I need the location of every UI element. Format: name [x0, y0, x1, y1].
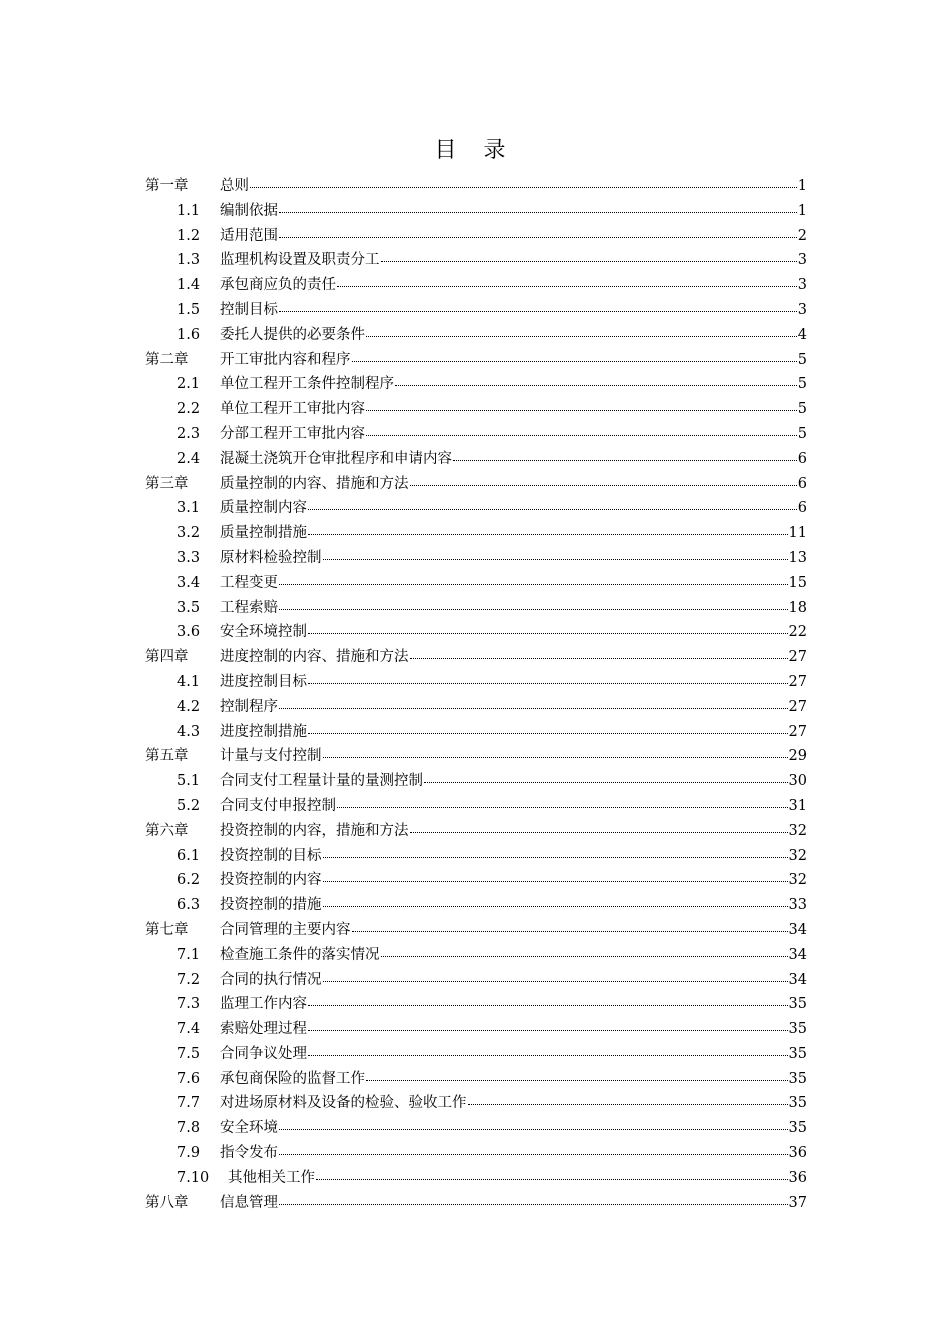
toc-dot-leader	[279, 211, 797, 213]
toc-entry-number: 第三章	[145, 475, 189, 492]
toc-entry-title: 其他相关工作	[228, 1169, 315, 1186]
toc-page-number: 32	[788, 847, 807, 864]
toc-dot-leader	[323, 980, 788, 982]
toc-page-number: 13	[788, 549, 807, 566]
toc-dot-leader	[381, 955, 788, 957]
toc-section-entry[interactable]	[145, 769, 807, 794]
toc-page-number: 1	[797, 202, 807, 219]
toc-section-entry[interactable]	[145, 1166, 807, 1191]
toc-dot-leader	[323, 756, 788, 758]
toc-entry-number: 6.3	[177, 897, 201, 914]
toc-entry-title: 开工审批内容和程序	[220, 351, 351, 368]
toc-entry-number: 6.2	[177, 872, 201, 889]
toc-section-entry[interactable]	[145, 496, 807, 521]
toc-page-number: 27	[788, 673, 807, 690]
toc-entry-line	[220, 397, 807, 422]
toc-entry-title: 监理工作内容	[220, 996, 307, 1013]
toc-page-number: 35	[788, 996, 807, 1013]
toc-section-entry[interactable]	[145, 199, 807, 224]
toc-section-entry[interactable]	[145, 248, 807, 273]
toc-dot-leader	[308, 732, 788, 734]
toc-dot-leader	[323, 880, 788, 882]
toc-entry-number: 第一章	[145, 178, 189, 194]
toc-entry-title: 承包商保险的监督工作	[220, 1070, 365, 1087]
toc-section-entry[interactable]	[145, 1141, 807, 1166]
toc-entry-line	[220, 248, 807, 273]
toc-section-entry[interactable]	[145, 571, 807, 596]
toc-page-number: 29	[788, 748, 807, 765]
toc-entry-title: 合同管理的主要内容	[220, 921, 351, 938]
toc-section-entry[interactable]	[145, 323, 807, 348]
toc-entry-line	[220, 992, 807, 1017]
toc-entry-title: 合同支付申报控制	[220, 797, 336, 814]
toc-entry-line	[220, 645, 807, 670]
toc-section-entry[interactable]	[145, 298, 807, 323]
toc-chapter-entry[interactable]	[145, 1191, 807, 1216]
toc-entry-number: 第二章	[145, 351, 189, 368]
toc-page-number: 18	[788, 599, 807, 616]
toc-dot-leader	[279, 1203, 788, 1205]
toc-entry-line	[220, 744, 807, 769]
toc-page-number: 4	[797, 326, 807, 343]
toc-entry-line	[220, 844, 807, 869]
toc-chapter-entry[interactable]	[145, 645, 807, 670]
toc-dot-leader	[279, 608, 788, 610]
toc-dot-leader	[279, 310, 797, 312]
toc-page-number: 5	[797, 401, 807, 418]
toc-page-number: 15	[788, 574, 807, 591]
toc-entry-title: 工程变更	[220, 574, 278, 591]
toc-dot-leader	[395, 384, 797, 386]
toc-entry-line	[220, 794, 807, 819]
toc-entry-number: 7.9	[177, 1145, 201, 1162]
toc-entry-line	[220, 348, 807, 373]
toc-dot-leader	[308, 632, 788, 634]
toc-entry-title: 进度控制措施	[220, 723, 307, 740]
toc-entry-number: 3.5	[177, 599, 201, 616]
toc-dot-leader	[352, 930, 788, 932]
toc-entry-number: 7.5	[177, 1045, 201, 1062]
toc-section-entry[interactable]	[145, 844, 807, 869]
toc-entry-line	[220, 720, 807, 745]
toc-page-number: 6	[797, 475, 807, 492]
toc-entry-number: 2.3	[177, 425, 201, 442]
toc-entry-title: 编制依据	[220, 202, 278, 219]
toc-section-entry[interactable]	[145, 968, 807, 993]
toc-entry-number: 第五章	[145, 748, 189, 765]
toc-dot-leader	[381, 260, 797, 262]
toc-entry-number: 7.8	[177, 1120, 201, 1137]
toc-dot-leader	[424, 781, 788, 783]
toc-dot-leader	[323, 856, 788, 858]
toc-page-number: 35	[788, 1070, 807, 1087]
toc-page-number: 1	[797, 178, 807, 194]
toc-section-entry[interactable]	[145, 372, 807, 397]
toc-entry-number: 4.2	[177, 698, 201, 715]
toc-section-entry[interactable]	[145, 397, 807, 422]
toc-page-number: 37	[788, 1194, 807, 1211]
toc-entry-number: 3.6	[177, 624, 201, 641]
toc-entry-title: 适用范围	[220, 227, 278, 244]
toc-section-entry[interactable]	[145, 868, 807, 893]
toc-page-number: 35	[788, 1021, 807, 1038]
toc-entry-title: 混凝土浇筑开仓审批程序和申请内容	[220, 450, 452, 467]
toc-dot-leader	[453, 459, 797, 461]
toc-dot-leader	[279, 1128, 788, 1130]
toc-entry-line	[220, 199, 807, 224]
toc-entry-number: 3.1	[177, 500, 201, 517]
toc-dot-leader	[410, 657, 788, 659]
toc-entry-line	[220, 596, 807, 621]
toc-dot-leader	[308, 1004, 788, 1006]
toc-entry-number: 2.1	[177, 376, 201, 393]
toc-entry-line	[228, 1166, 807, 1191]
toc-page-number: 30	[788, 773, 807, 790]
toc-entry-line	[220, 1116, 807, 1141]
toc-dot-leader	[366, 1079, 788, 1081]
toc-entry-title: 安全环境控制	[220, 624, 307, 641]
toc-page-number: 3	[797, 252, 807, 269]
toc-section-entry[interactable]	[145, 1017, 807, 1042]
toc-entry-number: 7.4	[177, 1021, 201, 1038]
toc-section-entry[interactable]	[145, 943, 807, 968]
toc-dot-leader	[410, 484, 797, 486]
toc-entry-line	[220, 422, 807, 447]
toc-entry-line	[220, 968, 807, 993]
toc-entry-number: 1.5	[177, 301, 201, 318]
toc-section-entry[interactable]	[145, 1067, 807, 1092]
toc-entry-title: 投资控制的目标	[220, 847, 322, 864]
toc-entry-line	[220, 769, 807, 794]
toc-entry-number: 1.6	[177, 326, 201, 343]
toc-entry-number: 3.4	[177, 574, 201, 591]
toc-title: 目 录	[434, 138, 516, 163]
toc-entry-line	[220, 868, 807, 893]
toc-page-number: 6	[797, 500, 807, 517]
toc-entry-line	[220, 1017, 807, 1042]
toc-dot-leader	[316, 1178, 788, 1180]
toc-section-entry[interactable]	[145, 1042, 807, 1067]
toc-chapter-entry[interactable]	[145, 472, 807, 497]
toc-entry-number: 4.3	[177, 723, 201, 740]
toc-entry-number: 4.1	[177, 673, 201, 690]
toc-entry-title: 投资控制的措施	[220, 897, 322, 914]
toc-section-entry[interactable]	[145, 1091, 807, 1116]
toc-entry-number: 第七章	[145, 921, 189, 938]
toc-dot-leader	[366, 335, 797, 337]
toc-section-entry[interactable]	[145, 521, 807, 546]
toc-entry-title: 原材料检验控制	[220, 549, 322, 566]
toc-entry-line	[220, 273, 807, 298]
toc-entry-title: 进度控制的内容、措施和方法	[220, 649, 409, 666]
toc-entry-number: 1.1	[177, 202, 201, 219]
toc-page-number: 32	[788, 872, 807, 889]
toc-entry-number: 1.3	[177, 252, 201, 269]
toc-entry-line	[220, 447, 807, 472]
toc-dot-leader	[366, 409, 797, 411]
toc-section-entry[interactable]	[145, 893, 807, 918]
toc-entry-title: 质量控制内容	[220, 500, 307, 517]
toc-section-entry[interactable]	[145, 695, 807, 720]
toc-entry-line	[220, 224, 807, 249]
toc-entry-line	[220, 521, 807, 546]
toc-section-entry[interactable]	[145, 670, 807, 695]
toc-entry-number: 1.2	[177, 227, 201, 244]
toc-entry-title: 分部工程开工审批内容	[220, 425, 365, 442]
toc-page-number: 35	[788, 1095, 807, 1112]
toc-entry-title: 质量控制措施	[220, 525, 307, 542]
toc-dot-leader	[337, 285, 797, 287]
toc-dot-leader	[366, 434, 797, 436]
toc-dot-leader	[279, 707, 788, 709]
toc-dot-leader	[279, 1153, 788, 1155]
toc-page-number: 32	[788, 822, 807, 839]
toc-dot-leader	[308, 682, 788, 684]
toc-entry-title: 工程索赔	[220, 599, 278, 616]
toc-entry-number: 5.1	[177, 773, 201, 790]
toc-dot-leader	[308, 533, 788, 535]
toc-entry-number: 3.2	[177, 525, 201, 542]
toc-chapter-entry[interactable]	[145, 174, 807, 199]
toc-entry-number: 第四章	[145, 649, 189, 666]
toc-dot-leader	[250, 186, 797, 188]
toc-entry-line	[220, 546, 807, 571]
toc-entry-line	[220, 571, 807, 596]
toc-dot-leader	[279, 236, 797, 238]
toc-page-number: 35	[788, 1045, 807, 1062]
toc-entry-title: 投资控制的内容	[220, 872, 322, 889]
toc-entry-line	[220, 893, 807, 918]
toc-entry-title: 信息管理	[220, 1194, 278, 1211]
toc-chapter-entry[interactable]	[145, 918, 807, 943]
toc-entry-number: 第六章	[145, 822, 189, 839]
toc-entry-title: 总则	[220, 178, 249, 194]
toc-dot-leader	[468, 1103, 788, 1105]
toc-entry-line	[220, 620, 807, 645]
toc-entry-line	[220, 695, 807, 720]
toc-entry-number: 5.2	[177, 797, 201, 814]
toc-page-number: 34	[788, 946, 807, 963]
toc-section-entry[interactable]	[145, 620, 807, 645]
toc-entry-number: 7.1	[177, 946, 201, 963]
toc-dot-leader	[352, 360, 797, 362]
toc-page-number: 5	[797, 425, 807, 442]
toc-entry-title: 进度控制目标	[220, 673, 307, 690]
toc-page-number: 27	[788, 723, 807, 740]
toc-dot-leader	[337, 806, 788, 808]
toc-entry-number: 7.2	[177, 971, 201, 988]
toc-entry-title: 控制程序	[220, 698, 278, 715]
toc-entry-line	[220, 1042, 807, 1067]
toc-page-number: 2	[797, 227, 807, 244]
toc-entry-title: 检查施工条件的落实情况	[220, 946, 380, 963]
toc-page-number: 6	[797, 450, 807, 467]
toc-entry-number: 第八章	[145, 1194, 189, 1211]
toc-entry-title: 计量与支付控制	[220, 748, 322, 765]
toc-entry-line	[220, 1067, 807, 1092]
toc-section-entry[interactable]	[145, 794, 807, 819]
toc-section-entry[interactable]	[145, 1116, 807, 1141]
toc-dot-leader	[308, 508, 797, 510]
toc-section-entry[interactable]	[145, 992, 807, 1017]
toc-entry-title: 指令发布	[220, 1145, 278, 1162]
toc-entry-title: 合同争议处理	[220, 1045, 307, 1062]
toc-entry-number: 7.7	[177, 1095, 201, 1112]
toc-entry-title: 控制目标	[220, 301, 278, 318]
toc-dot-leader	[323, 905, 788, 907]
toc-dot-leader	[279, 583, 788, 585]
toc-entry-title: 单位工程开工审批内容	[220, 401, 365, 418]
toc-page-number: 36	[788, 1145, 807, 1162]
toc-dot-leader	[410, 831, 788, 833]
toc-entry-title: 合同的执行情况	[220, 971, 322, 988]
toc-chapter-entry[interactable]	[145, 819, 807, 844]
toc-section-entry[interactable]	[145, 447, 807, 472]
toc-page-number: 27	[788, 649, 807, 666]
toc-entry-line	[220, 943, 807, 968]
toc-entry-number: 7.10	[177, 1169, 210, 1186]
toc-page-number: 22	[788, 624, 807, 641]
toc-entry-title: 投资控制的内容，措施和方法	[220, 822, 409, 839]
toc-dot-leader	[308, 1029, 788, 1031]
toc-entry-title: 单位工程开工条件控制程序	[220, 376, 394, 393]
toc-entry-line	[220, 323, 807, 348]
toc-entry-number: 6.1	[177, 847, 201, 864]
toc-entry-line	[220, 819, 807, 844]
toc-dot-leader	[308, 1054, 788, 1056]
toc-page-number: 5	[797, 351, 807, 368]
toc-entry-line	[220, 472, 807, 497]
toc-section-entry[interactable]	[145, 546, 807, 571]
toc-entry-title: 安全环境	[220, 1120, 278, 1137]
toc-entry-title: 承包商应负的责任	[220, 277, 336, 294]
toc-entry-number: 7.6	[177, 1070, 201, 1087]
toc-entry-line	[220, 670, 807, 695]
toc-entry-title: 索赔处理过程	[220, 1021, 307, 1038]
toc-entry-line	[220, 1091, 807, 1116]
toc-page-number: 33	[788, 897, 807, 914]
toc-section-entry[interactable]	[145, 720, 807, 745]
toc-entry-title: 对进场原材料及设备的检验、验收工作	[220, 1095, 467, 1112]
toc-page-number: 36	[788, 1169, 807, 1186]
toc-page-number: 3	[797, 301, 807, 318]
toc-entry-line	[220, 1141, 807, 1166]
toc-entry-title: 监理机构设置及职责分工	[220, 252, 380, 269]
toc-chapter-entry[interactable]	[145, 348, 807, 373]
toc-page-number: 11	[788, 525, 807, 542]
toc-section-entry[interactable]	[145, 422, 807, 447]
toc-page-number: 27	[788, 698, 807, 715]
toc-entry-title: 质量控制的内容、措施和方法	[220, 475, 409, 492]
toc-section-entry[interactable]	[145, 596, 807, 621]
toc-page-number: 31	[788, 797, 807, 814]
toc-entry-title: 合同支付工程量计量的量测控制	[220, 773, 423, 790]
toc-entry-line	[220, 372, 807, 397]
toc-entry-number: 2.4	[177, 450, 201, 467]
toc-entry-line	[220, 918, 807, 943]
toc-section-entry[interactable]	[145, 273, 807, 298]
toc-entry-line	[220, 1191, 807, 1216]
toc-entry-number: 2.2	[177, 401, 201, 418]
toc-page-number: 5	[797, 376, 807, 393]
toc-page-number: 34	[788, 971, 807, 988]
toc-page-number: 35	[788, 1120, 807, 1137]
toc-section-entry[interactable]	[145, 224, 807, 249]
toc-entry-number: 3.3	[177, 549, 201, 566]
toc-entry-number: 1.4	[177, 277, 201, 294]
toc-page-number: 34	[788, 921, 807, 938]
toc-entry-line	[220, 174, 807, 199]
toc-entry-title: 委托人提供的必要条件	[220, 326, 365, 343]
toc-page-number: 3	[797, 277, 807, 294]
toc-list	[145, 174, 807, 1215]
toc-entry-line	[220, 298, 807, 323]
toc-dot-leader	[323, 558, 788, 560]
toc-entry-line	[220, 496, 807, 521]
toc-chapter-entry[interactable]	[145, 744, 807, 769]
toc-entry-number: 7.3	[177, 996, 201, 1013]
